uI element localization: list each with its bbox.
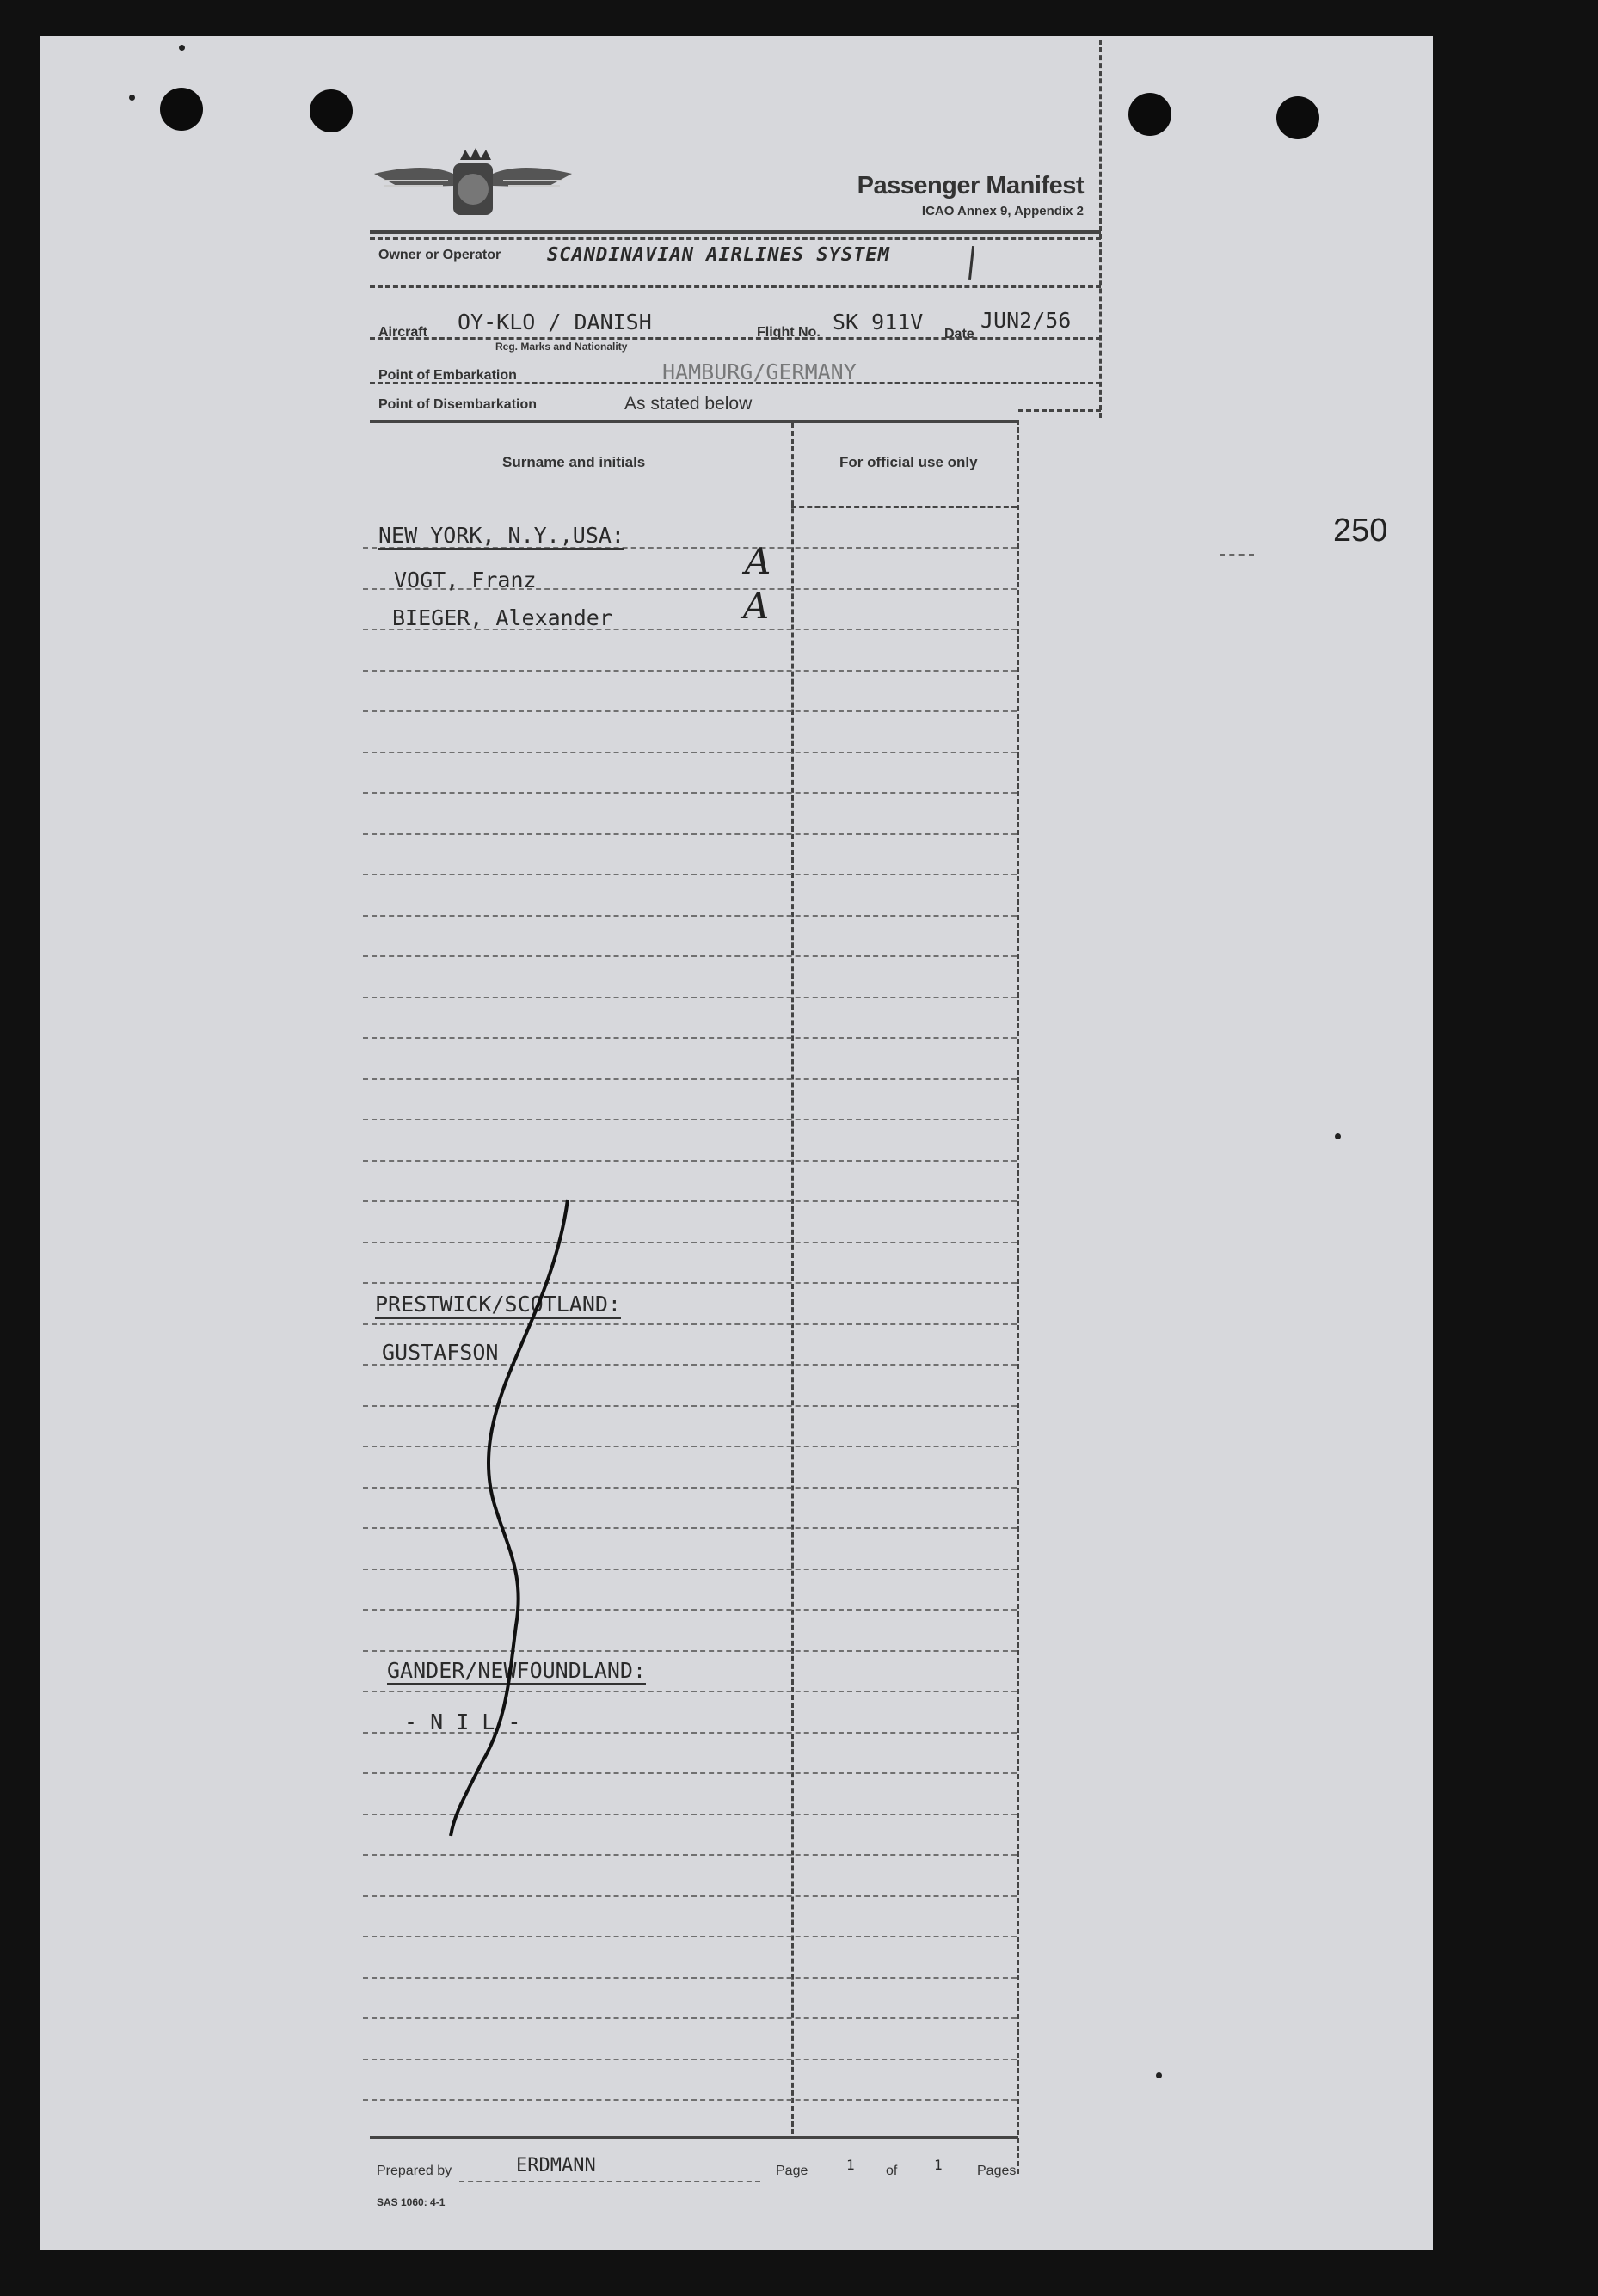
date-label: Date: [944, 327, 974, 341]
passenger-name: VOGT, Franz: [394, 568, 537, 592]
punch-hole: [160, 88, 203, 131]
header-rule: [370, 230, 1101, 234]
column-header-official: For official use only: [839, 454, 978, 470]
speck: [179, 45, 185, 51]
date-value: JUN2/56: [980, 308, 1072, 333]
page-value: 1: [846, 2157, 855, 2173]
table-rule-line: [363, 874, 1017, 875]
footer-fill-line: [459, 2181, 760, 2182]
stamp-dash: [1220, 554, 1254, 556]
page-stamp-number: 250: [1333, 513, 1388, 549]
table-rule-line: [363, 710, 1017, 712]
pages-value: 1: [934, 2157, 943, 2173]
table-right-edge: [1017, 420, 1019, 2174]
manifest-heading: [834, 172, 1084, 218]
aircraft-label: Aircraft: [378, 325, 427, 340]
pages-label: Pages: [977, 2164, 1017, 2178]
table-rule-line: [363, 752, 1017, 753]
table-top-rule: [370, 420, 1018, 423]
airline-logo-icon: [374, 144, 572, 230]
speck: [129, 95, 135, 101]
destination-heading: NEW YORK, N.Y.,USA:: [378, 523, 624, 550]
speck: [1156, 2072, 1162, 2078]
prepared-by-label: Prepared by: [377, 2164, 452, 2178]
owner-rule: [370, 285, 1101, 288]
table-rule-line: [363, 670, 1017, 672]
punch-hole: [1128, 93, 1171, 136]
table-rule-line: [363, 1854, 1017, 1856]
table-rule-line: [363, 1895, 1017, 1897]
official-mark: A: [743, 585, 770, 627]
aircraft-sublabel: Reg. Marks and Nationality: [495, 341, 628, 353]
embarkation-rule: [1018, 409, 1101, 412]
embarkation-rule: [370, 382, 1101, 384]
form-code: SAS 1060: 4-1: [377, 2196, 446, 2208]
passenger-name: BIEGER, Alexander: [392, 605, 612, 630]
of-label: of: [886, 2164, 898, 2178]
disembarkation-label: Point of Disembarkation: [378, 397, 538, 412]
speck: [1335, 1133, 1341, 1139]
owner-value: SCANDINAVIAN AIRLINES SYSTEM: [547, 244, 890, 266]
column-header-name: Surname and initials: [502, 454, 646, 470]
table-rule-line: [363, 1936, 1017, 1937]
punch-hole: [310, 89, 353, 132]
table-rule-line: [363, 792, 1017, 794]
column-divider: [791, 423, 794, 2134]
column-header-rule: [791, 506, 1017, 508]
table-rule-line: [363, 1977, 1017, 1979]
page-label: Page: [776, 2164, 808, 2178]
disembarkation-value: As stated below: [624, 394, 753, 414]
table-rule-line: [363, 2017, 1017, 2019]
passenger-name: GUSTAFSON: [382, 1340, 499, 1365]
table-rule-line: [363, 833, 1017, 835]
embarkation-label: Point of Embarkation: [378, 368, 517, 383]
table-rule-line: [363, 1078, 1017, 1080]
aircraft-rule: [370, 337, 1101, 340]
nil-entry: - N I L -: [404, 1710, 521, 1734]
table-rule-line: [363, 1160, 1017, 1162]
table-rule-line: [363, 997, 1017, 998]
embarkation-value: HAMBURG/GERMANY: [662, 359, 857, 384]
footer-rule: [370, 2136, 1018, 2139]
table-rule-line: [363, 2059, 1017, 2060]
destination-heading: PRESTWICK/SCOTLAND:: [375, 1292, 621, 1319]
aircraft-value: OY-KLO / DANISH: [458, 310, 652, 335]
table-rule-line: [363, 1037, 1017, 1039]
table-rule-line: [363, 915, 1017, 917]
header-rule: [370, 237, 1101, 240]
flight-value: SK 911V: [833, 310, 924, 335]
header-right-edge: [1099, 40, 1102, 418]
document-subtitle: ICAO Annex 9, Appendix 2: [921, 204, 1084, 218]
owner-label: Owner or Operator: [378, 248, 501, 262]
destination-heading: GANDER/NEWFOUNDLAND:: [387, 1658, 646, 1685]
prepared-by-value: ERDMANN: [516, 2155, 596, 2176]
document-title: Passenger Manifest: [857, 172, 1084, 200]
table-rule-line: [363, 1119, 1017, 1120]
strike-line: [430, 1195, 585, 1840]
flight-label: Flight No.: [757, 325, 821, 340]
punch-hole: [1276, 96, 1319, 139]
official-mark: A: [745, 540, 771, 582]
table-rule-line: [363, 955, 1017, 957]
table-rule-line: [363, 2099, 1017, 2101]
